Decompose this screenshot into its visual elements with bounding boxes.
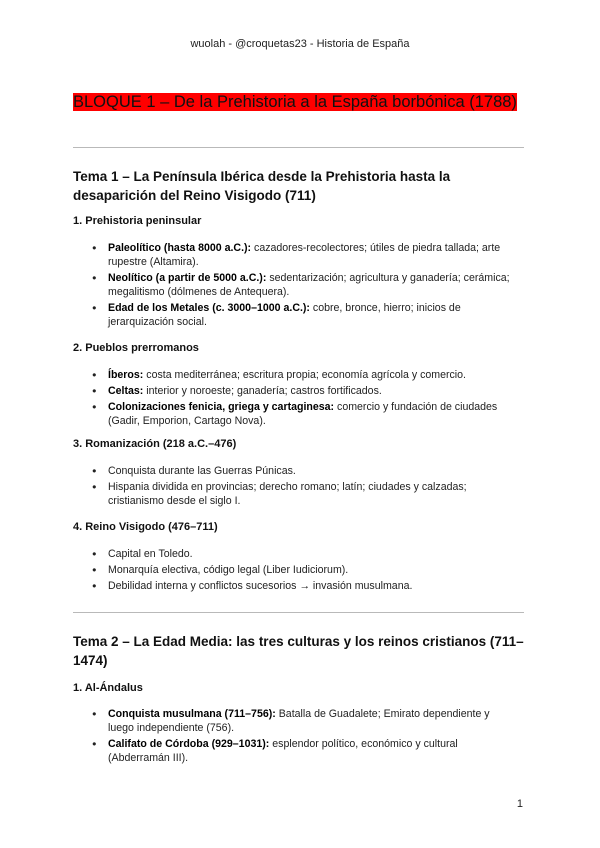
list-item: ● Hispania dividida en provincias; derecho romano; latín; ciudades y calzadas; cristianismo desde el siglo I. <box>73 480 513 508</box>
bullet-list <box>73 547 513 595</box>
list-item: ● Celtas: interior y noroeste; ganadería; castros fortificados. <box>73 384 513 398</box>
list-item: ● Monarquía electiva, código legal (Liber Iudiciorum). <box>73 563 513 577</box>
bullet-list <box>73 241 513 331</box>
section-heading: 1. Al-Ándalus <box>73 682 143 694</box>
bloque-title: BLOQUE 1 – De la Prehistoria a la España borbónica (1788) <box>73 93 517 111</box>
list-item: ● Conquista durante las Guerras Púnicas. <box>73 464 513 478</box>
list-item: ● Neolítico (a partir de 5000 a.C.): sedentarización; agricultura y ganadería; cerámica; megalitismo (dólmenes de Antequera). <box>73 271 513 299</box>
list-item: ● Debilidad interna y conflictos sucesorios → invasión musulmana. <box>73 579 513 593</box>
bullet-list <box>73 464 513 510</box>
bullet-list <box>73 368 513 430</box>
list-item: ● Íberos: costa mediterránea; escritura propia; economía agrícola y comercio. <box>73 368 513 382</box>
list-item: ● Paleolítico (hasta 8000 a.C.): cazadores-recolectores; útiles de piedra tallada; arte rupestre (Altamira). <box>73 241 513 269</box>
list-item: ● Edad de los Metales (c. 3000–1000 a.C.): cobre, bronce, hierro; inicios de jerarquización social. <box>73 301 513 329</box>
section-heading: 4. Reino Visigodo (476–711) <box>73 521 218 533</box>
list-item: ● Califato de Córdoba (929–1031): esplendor político, económico y cultural (Abderramán III). <box>73 737 513 765</box>
list-item: ● Conquista musulmana (711–756): Batalla de Guadalete; Emirato dependiente y luego independiente (756). <box>73 707 513 735</box>
list-item: ● Colonizaciones fenicia, griega y cartaginesa: comercio y fundación de ciudades (Gadir, Emporion, Cartago Nova). <box>73 400 513 428</box>
list-item: ● Capital en Toledo. <box>73 547 513 561</box>
tema1-title: Tema 1 – La Península Ibérica desde la Prehistoria hasta la desaparición del Reino Visigodo (711) <box>73 169 451 203</box>
section-heading: 2. Pueblos prerromanos <box>73 342 199 354</box>
bullet-list <box>73 707 513 767</box>
tema2-title: Tema 2 – La Edad Media: las tres culturas y los reinos cristianos (711–1474) <box>73 634 524 668</box>
page-header: wuolah - @croquetas23 - Historia de España <box>190 38 410 50</box>
section-heading: 3. Romanización (218 a.C.–476) <box>73 438 237 450</box>
divider <box>73 147 524 148</box>
section-heading: 1. Prehistoria peninsular <box>73 215 202 227</box>
divider <box>73 612 524 613</box>
page-number: 1 <box>516 798 523 810</box>
